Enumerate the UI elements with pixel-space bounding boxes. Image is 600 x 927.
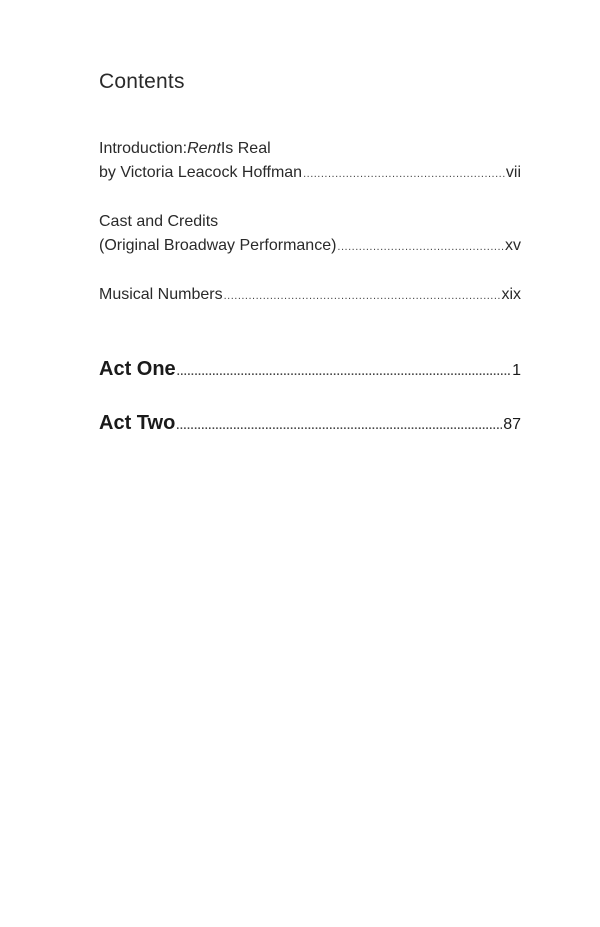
- dot-leader: [177, 358, 511, 386]
- entry-title-line: [99, 283, 521, 308]
- act-line: [99, 409, 521, 440]
- page-number: xv: [505, 237, 521, 254]
- toc-entry-introduction[interactable]: [99, 137, 521, 186]
- dot-leader: [224, 284, 501, 308]
- dot-leader: [303, 162, 505, 186]
- act-title: Act One: [99, 358, 176, 380]
- entry-subtitle: by Victoria Leacock Hoffman: [99, 164, 303, 181]
- entry-subtitle: (Original Broadway Performance): [99, 237, 337, 254]
- entry-title-line: [99, 210, 521, 234]
- toc-entry-act-two[interactable]: [99, 409, 521, 440]
- entry-title: Cast and Credits: [99, 213, 219, 230]
- entry-title: Musical Numbers: [99, 286, 223, 303]
- entry-subtitle-line: [99, 234, 521, 259]
- act-title: Act Two: [99, 412, 176, 434]
- page-number: xix: [501, 286, 521, 303]
- entry-title-line: [99, 137, 521, 161]
- toc-entry-act-one[interactable]: [99, 355, 521, 386]
- page-number: vii: [505, 164, 521, 181]
- page-number: 87: [503, 416, 521, 433]
- dot-leader: [176, 412, 502, 440]
- act-line: [99, 355, 521, 386]
- toc-entry-musical-numbers[interactable]: [99, 283, 521, 308]
- page-number: 1: [512, 362, 521, 379]
- entry-title-suffix: Is Real: [220, 140, 271, 157]
- entry-title-italic: Rent: [187, 140, 221, 157]
- dot-leader: [337, 235, 504, 259]
- page-title: Contents: [99, 70, 185, 93]
- entry-title-prefix: Introduction:: [99, 140, 188, 157]
- toc-entry-cast-and-credits[interactable]: [99, 210, 521, 259]
- entry-subtitle-line: [99, 161, 521, 186]
